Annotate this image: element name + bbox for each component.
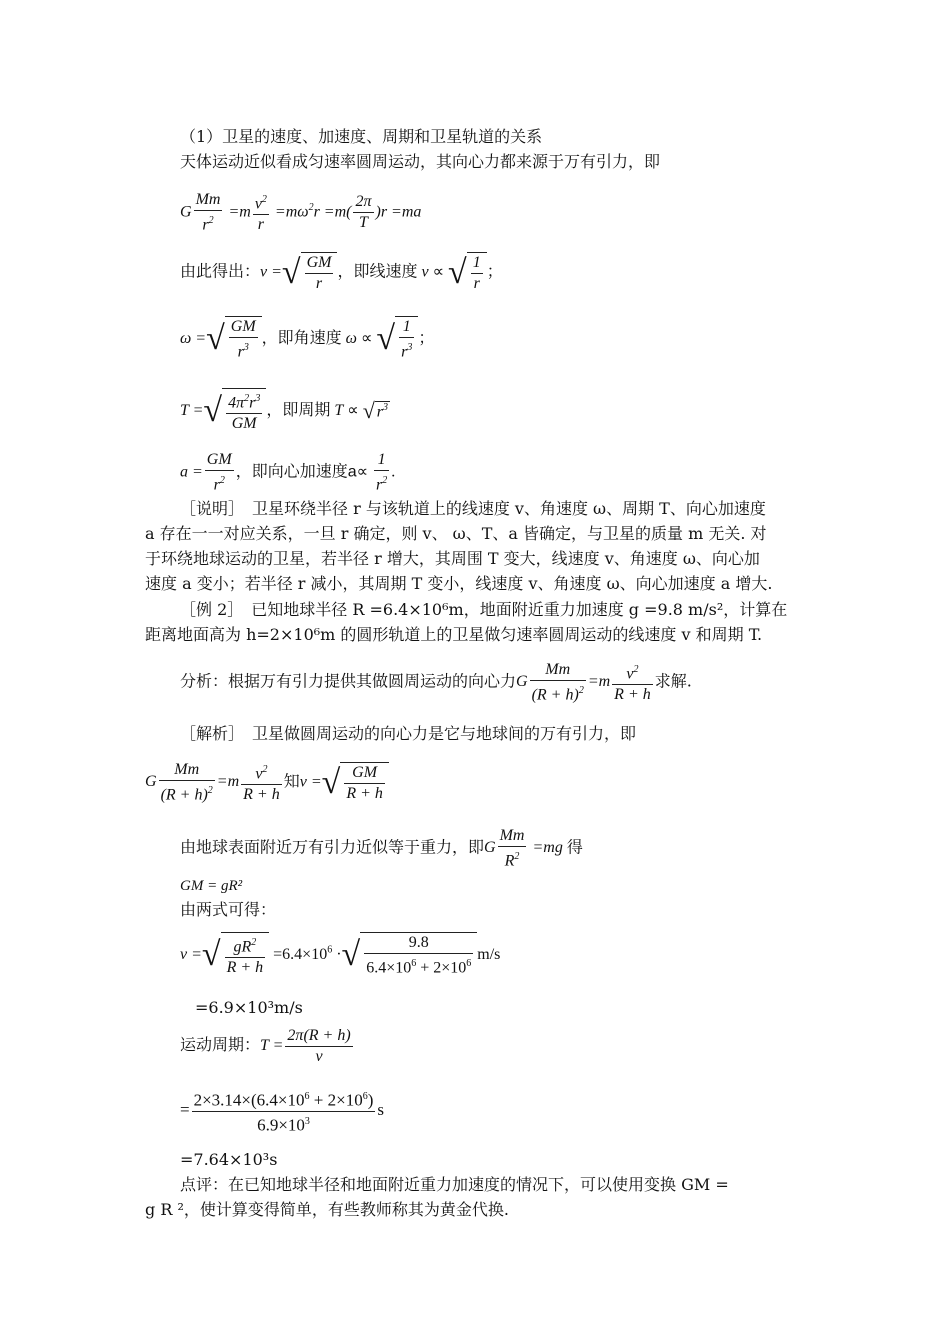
analysis-lead: 分析：根据万有引力提供其做圆周运动的向心力 bbox=[180, 671, 517, 691]
gravity-lead: 由地球表面附近万有引力近似等于重力，即 bbox=[180, 837, 485, 857]
two-equations-text: 由两式可得： bbox=[180, 900, 277, 919]
gravity-tail: 得 bbox=[566, 837, 583, 857]
formula-period-general: 运动周期：T = $\frac{2\pi(R + h)}{v}$ bbox=[180, 1027, 351, 1065]
gm-equation: GM = gR² bbox=[180, 878, 243, 894]
period-mid: ，即周期 bbox=[266, 401, 331, 419]
formula-period: T =√ $\frac{4\pi^2r^3}{GM}$ ，即周期 T ∝ √ $r^3$ bbox=[180, 388, 390, 434]
know-text: 知 bbox=[283, 771, 300, 791]
formula-gravitation-chain: G $\frac{Mm}{r^2}$ =m $\frac{v^2}{r}$ $=m\omega^2r =m$( $\frac{2\pi}{T}$ )r =ma bbox=[180, 191, 422, 234]
unit-s: s bbox=[377, 1100, 385, 1120]
note-line-2: a 存在一一对应关系，一旦 r 确定，则 v、 ω、T、a 皆确定，与卫星的质量 m 无关. 对 bbox=[145, 524, 767, 543]
section-heading: （1）卫星的速度、加速度、周期和卫星轨道的关系 bbox=[180, 127, 543, 146]
note-line-3: 于环绕地球运动的卫星，若半径 r 增大，其周围 T 变大，线速度 v、角速度 ω、向心加 bbox=[145, 549, 760, 568]
example-line-2: 距离地面高为 h=2×10⁶m 的圆形轨道上的卫星做匀速率圆周运动的线速度 v 和周期 T. bbox=[145, 625, 763, 644]
velocity-mid: ，即线速度 bbox=[337, 263, 418, 281]
review-line-2: g R ²，使计算变得简单，有些教师称其为黄金代换. bbox=[145, 1200, 509, 1219]
formula-v-numeric: v =√ $\frac{gR^2}{R + h}$ $=6.4\times 10^6$ ·√ $\frac{9.8}{6.4\times 10^6 + 2\times 10^6}$ m/s bbox=[180, 934, 501, 977]
gravity-line: 由地球表面附近万有引力近似等于重力，即G $\frac{Mm}{R^2}$ =mg 得 bbox=[180, 827, 583, 870]
intro-text: 天体运动近似看成匀速率圆周运动，其向心力都来源于万有引力，即 bbox=[180, 152, 661, 171]
formula-solution-v: G $\frac{Mm}{(R + h)^2}$ =m $\frac{v^2}{R + h}$ 知v =√ $\frac{GM}{R + h}$ bbox=[145, 760, 389, 805]
formula-period-numeric: = $\frac{2\times 3.14\times(6.4\times 10^6 + 2\times 10^6)}{6.9\times 10^3}$ s bbox=[180, 1087, 384, 1135]
note-line-1: ［说明］ 卫星环绕半径 r 与该轨道上的线速度 v、角速度 ω、周期 T、向心加速度 bbox=[180, 499, 766, 518]
analysis-line: 分析：根据万有引力提供其做圆周运动的向心力G $\frac{Mm}{(R + h)^2}$ =m $\frac{v^2}{R + h}$ 求解. bbox=[180, 661, 692, 704]
formula-velocity: 由此得出：v =√ $\frac{GM}{r}$ ，即线速度 v ∝ √ $\frac{1}{r}$ ； bbox=[180, 254, 503, 292]
solution-lead: ［解析］ 卫星做圆周运动的向心力是它与地球间的万有引力，即 bbox=[180, 724, 637, 743]
acceleration-mid: ，即向心加速度 bbox=[235, 463, 348, 481]
velocity-lead: 由此得出： bbox=[180, 263, 261, 281]
formula-angular-velocity: ω =√ $\frac{GM}{r^3}$ ，即角速度 ω ∝ √ $\frac{1}{r^3}$ ； bbox=[180, 318, 435, 361]
review-line-1: 点评：在已知地球半径和地面附近重力加速度的情况下，可以使用变换 GM = bbox=[180, 1175, 729, 1194]
example-line-1: ［例 2］ 已知地球半径 R =6.4×10⁶m，地面附近重力加速度 g =9.8 m/s²，计算在 bbox=[180, 600, 788, 619]
unit-ms: m/s bbox=[477, 945, 501, 963]
v-result: =6.9×10³m/s bbox=[195, 998, 303, 1017]
note-line-4: 速度 a 变小；若半径 r 减小，其周期 T 变小，线速度 v、角速度 ω、向心加速度 a 增大. bbox=[145, 574, 773, 593]
period-lead: 运动周期： bbox=[180, 1035, 261, 1055]
angular-mid: ，即角速度 bbox=[261, 329, 342, 347]
analysis-tail: 求解. bbox=[654, 671, 692, 691]
formula-acceleration: a = $\frac{GM}{r^2}$ ，即向心加速度a∝ $\frac{1}{r^2}$ . bbox=[180, 451, 396, 494]
T-result: =7.64×10³s bbox=[180, 1150, 278, 1169]
